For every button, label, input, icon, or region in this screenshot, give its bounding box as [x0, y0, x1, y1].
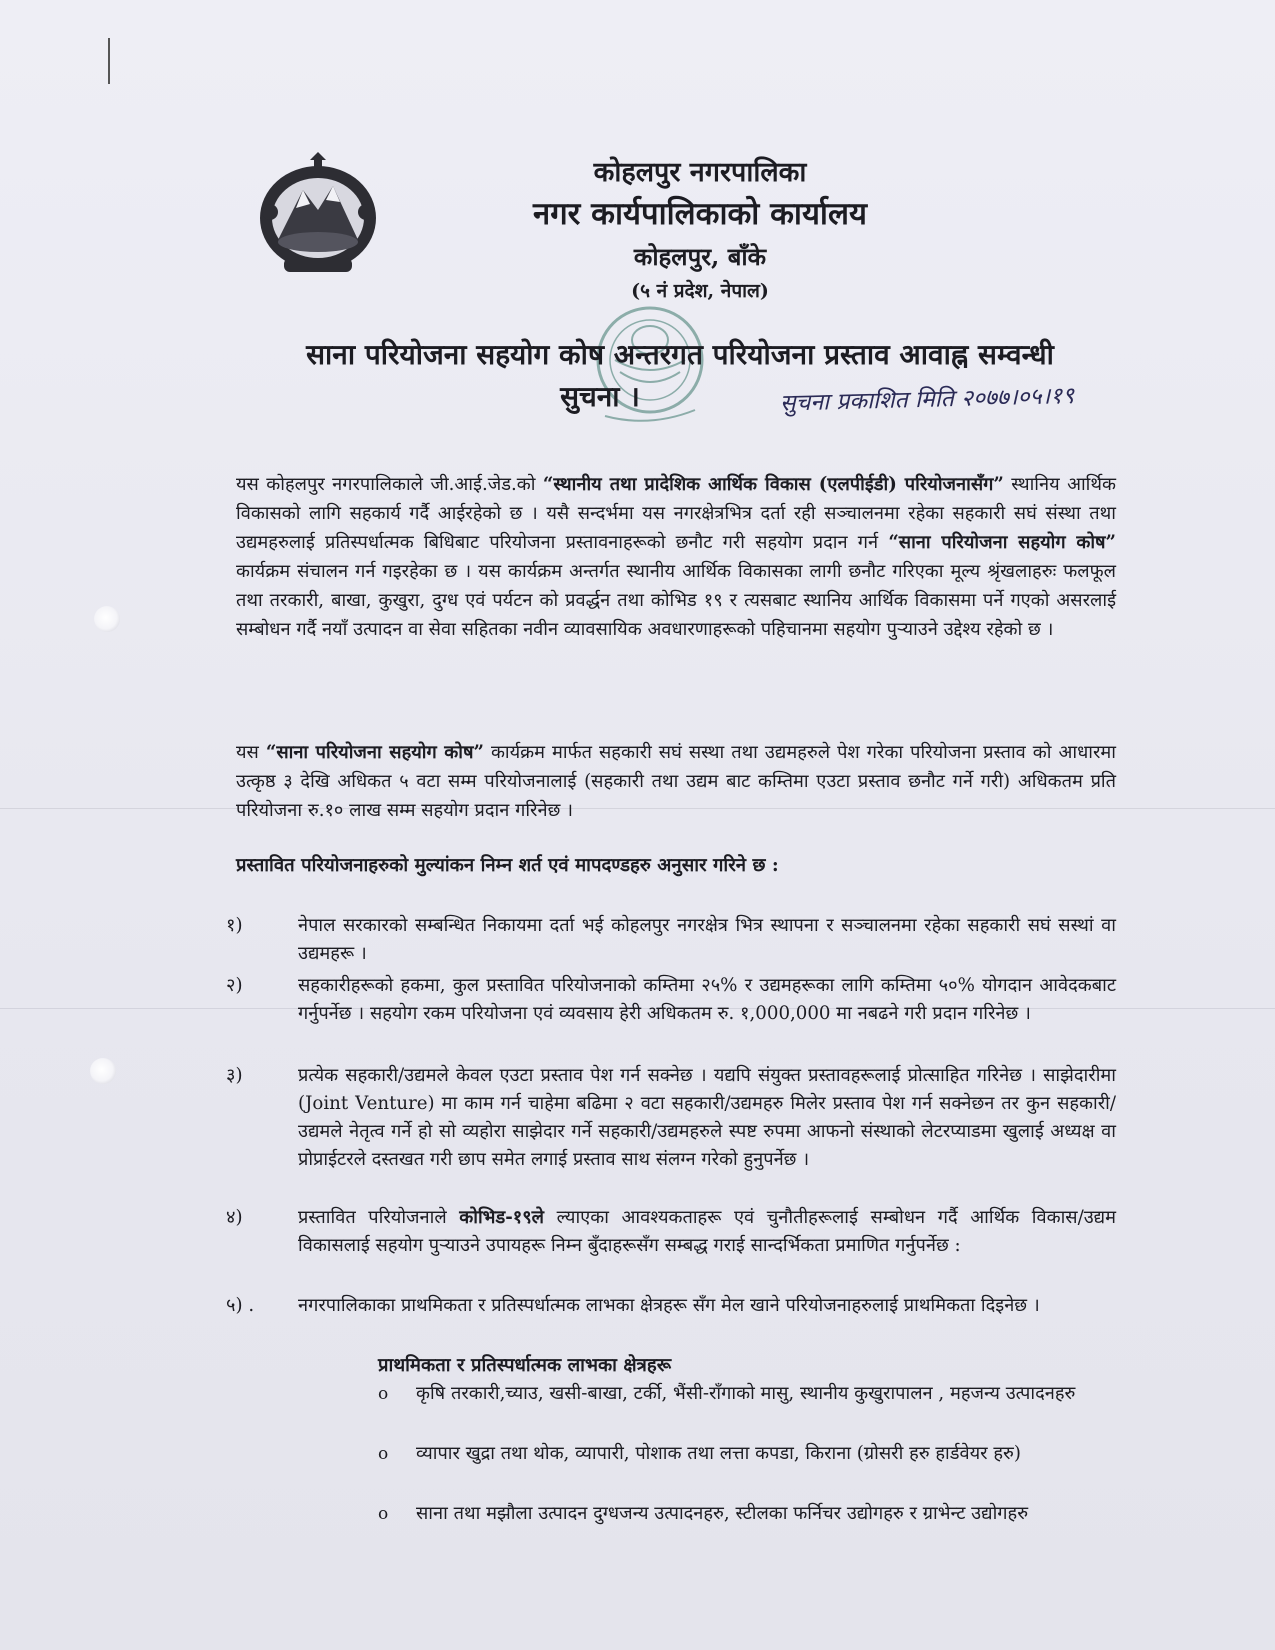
- office-name: नगर कार्यपालिकाको कार्यालय: [533, 196, 867, 232]
- priority-text: कृषि तरकारी,च्याउ, खसी-बाखा, टर्की, भैंसी-राँगाको मासु, स्थानीय कुखुरापालन , महजन्य उत्पादनहरु: [416, 1383, 1076, 1404]
- criteria-number: २): [226, 975, 243, 996]
- p1-text-post: कार्यक्रम संचालन गर्न गइरहेका छ । यस कार्यक्रम अन्तर्गत स्थानीय आर्थिक विकासका लागी छनौट गरिएका मूल्य श्रृंखलाहरुः फलफूल तथा तरकारी, बाखा, कुखुरा, दुग्ध एवं पर्यटन को प्रवर्द्धन तथा कोभिड १९ र त्यसबाट स्थानिय आर्थिक विकासमा पर्ने गएको असरलाई सम्बोधन गर्दै नयाँ उत्पादन वा सेवा सहितका नवीन व्यावसायिक अवधारणाहरूको पहिचानमा सहयोग पुऱ्याउने उद्देश्य रहेको छ ।: [236, 561, 1117, 640]
- punch-hole: [94, 606, 120, 632]
- priority-heading: प्राथमिकता र प्रतिस्पर्धात्मक लाभका क्षेत्रहरू: [378, 1355, 672, 1376]
- p1-project-name: “स्थानीय तथा प्रादेशिक आर्थिक विकास (एलपीईडी) परियोजनासँग”: [542, 474, 1004, 495]
- criteria-text: नगरपालिकाका प्राथमिकता र प्रतिस्पर्धात्मक लाभका क्षेत्रहरू सँग मेल खाने परियोजनाहरुलाई प्राथमिकता दिइनेछ ।: [298, 1295, 1040, 1316]
- notice-title-line1: साना परियोजना सहयोग कोष अन्तरगत परियोजना प्रस्ताव आवाह्न सम्वन्धी: [306, 338, 1054, 371]
- p2-text-pre: यस: [236, 742, 266, 763]
- handwritten-publish-date: सुचना प्रकाशित मिति २०७७।०५।१९: [779, 382, 1075, 417]
- priority-text: साना तथा मझौला उत्पादन दुग्धजन्य उत्पादनहरु, स्टीलका फर्निचर उद्योगहरु र ग्राभेन्ट उद्योगहरु: [416, 1503, 1029, 1524]
- criteria-text: नेपाल सरकारको सम्बन्धित निकायमा दर्ता भई कोहलपुर नगरक्षेत्र भित्र स्थापना र सञ्चालनमा रहेका सहकारी सघं सस्थां वा उद्यमहरू ।: [298, 915, 1116, 964]
- criteria-heading: प्रस्तावित परियोजनाहरुको मुल्यांकन निम्न शर्त एवं मापदण्डहरु अनुसार गरिने छ :: [236, 855, 779, 876]
- p2-fund-name: “साना परियोजना सहयोग कोष”: [265, 742, 484, 763]
- bullet-circle-icon: o: [378, 1444, 389, 1464]
- government-emblem-icon: [248, 150, 388, 280]
- fund-paragraph: [236, 738, 1116, 825]
- bullet-circle-icon: o: [378, 1504, 389, 1524]
- criteria-number: ४): [226, 1207, 243, 1228]
- priority-text: व्यापार खुद्रा तथा थोक, व्यापारी, पोशाक तथा लत्ता कपडा, किराना (ग्रोसरी हरु हार्डवेयर हरु): [416, 1443, 1022, 1464]
- municipality-name: कोहलपुर नगरपालिका: [593, 157, 807, 188]
- criteria-text: सहकारीहरूको हकमा, कुल प्रस्तावित परियोजनाको कम्तिमा २५% र उद्यमहरूका लागि कम्तिमा ५०% योगदान आवेदकबाट गर्नुपर्नेछ । सहयोग रकम परियोजना एवं व्यवसाय हेरी अधिकतम रु. १,000,000 मा नबढने गरी प्रदान गरिनेछ ।: [298, 975, 1116, 1024]
- punch-hole: [90, 1058, 116, 1084]
- covid-term: कोभिड-१९ले: [459, 1207, 544, 1228]
- p1-text-pre: यस कोहलपुर नगरपालिकाले जी.आई.जेड.को: [236, 474, 543, 495]
- bullet-circle-icon: o: [378, 1384, 389, 1404]
- criteria-text-post: ल्याएका आवश्यकताहरू एवं चुनौतीहरूलाई सम्बोधन गर्दै आर्थिक विकास/उद्यम विकासलाई सहयोग पुऱ्याउने उपायहरू निम्न बुँदाहरूसँग सम्बद्ध गराई सान्दर्भिकता प्रमाणित गर्नुपर्नेछ :: [298, 1207, 1116, 1256]
- intro-paragraph: [236, 470, 1116, 644]
- criteria-text: प्रत्येक सहकारी/उद्यमले केवल एउटा प्रस्ताव पेश गर्न सक्नेछ । यद्यपि संयुक्त प्रस्तावहरूलाई प्रोत्साहित गरिनेछ । साझेदारीमा (Joint Venture) मा काम गर्न चाहेमा बढिमा २ वटा सहकारी/उद्यमहरु मिलेर प्रस्ताव पेश गर्न सक्नेछन तर कुन सहकारी/उद्यमले नेतृत्व गर्ने हो सो व्यहोरा साझेदार गर्ने सहकारी/उद्यमहरुले स्पष्ट रुपमा आफनो संस्थाको लेटरप्याडमा खुलाई अध्यक्ष वा प्रोप्राईटरले दस्तखत गरी छाप समेत लगाई प्रस्ताव साथ संलग्न गरेको हुनुपर्नेछ ।: [298, 1065, 1116, 1170]
- notice-title-line2: सुचना ।: [560, 380, 640, 413]
- criteria-number: १): [226, 915, 243, 936]
- criteria-text-pre: प्रस्तावित परियोजनाले: [298, 1207, 460, 1228]
- province-line: (५ नं प्रदेश, नेपाल): [631, 280, 769, 302]
- office-location: कोहलपुर, बाँके: [633, 242, 767, 271]
- p2-text-post: कार्यक्रम मार्फत सहकारी सघं सस्था तथा उद्यमहरुले पेश गरेका परियोजना प्रस्ताव को आधारमा उत्कृष्ठ ३ देखि अधिकत ५ वटा सम्म परियोजनालाई (सहकारी तथा उद्यम बाट कम्तिमा एउटा प्रस्ताव छनौट गर्ने गरी) अधिकतम प्रति परियोजना रु.१० लाख सम्म सहयोग प्रदान गरिनेछ ।: [236, 742, 1116, 821]
- margin-mark: [108, 38, 110, 84]
- criteria-number: ३): [226, 1065, 243, 1086]
- criteria-number: ५) .: [226, 1295, 255, 1316]
- p1-fund-name: “साना परियोजना सहयोग कोष”: [888, 532, 1116, 553]
- p1-text-mid: स्थानिय आर्थिक विकासको लागि सहकार्य गर्दै आईरहेको छ । यसै सन्दर्भमा यस नगरक्षेत्रभित्र दर्ता रही सञ्चालनमा रहेका सहकारी सघं संस्था तथा उद्यमहरुलाई प्रतिस्पर्धात्मक बिधिबाट परियोजना प्रस्तावनाहरूको छनौट गरी सहयोग प्रदान गर्न: [236, 474, 1116, 553]
- criteria-text: [298, 1204, 1116, 1260]
